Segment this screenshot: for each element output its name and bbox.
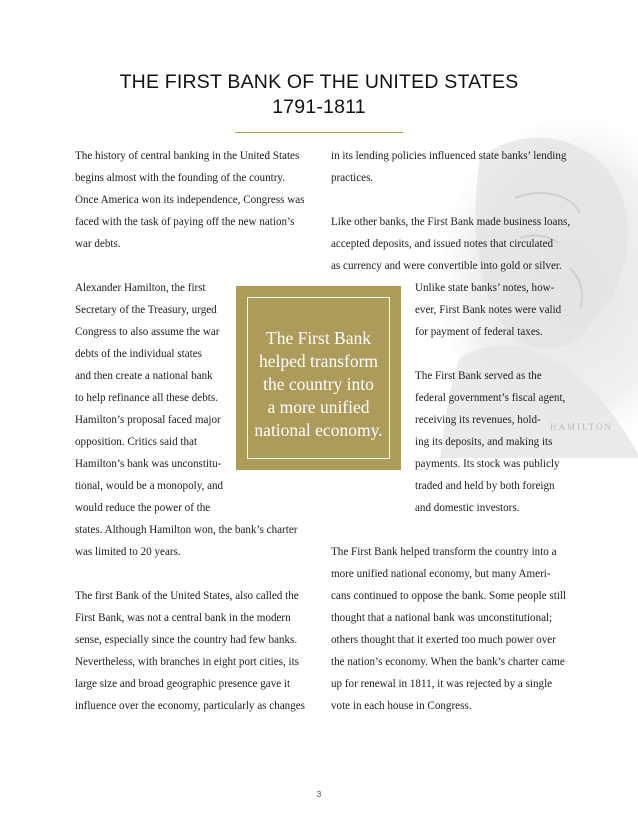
text-line: large size and broad geographic presence gave it: [75, 678, 291, 690]
text-line: opposition. Critics said that: [75, 436, 198, 448]
text-line: Once America won its independence, Congress was: [75, 194, 305, 206]
text-line: Hamilton’s bank was unconstitu-: [75, 458, 222, 470]
text-line: war debts.: [75, 238, 121, 250]
text-line: federal government’s fiscal agent,: [415, 392, 566, 404]
text-line: Alexander Hamilton, the first: [75, 282, 206, 294]
page-subtitle-years: 1791-1811: [272, 96, 366, 118]
paragraph-gap: [331, 189, 563, 211]
text-line: more unified national economy, but many Ameri-: [331, 568, 551, 580]
text-line: ing its deposits, and making its: [415, 436, 553, 448]
paragraph-gap: [75, 255, 315, 277]
text-line: would reduce the power of the: [75, 502, 211, 514]
text-line: The history of central banking in the United States: [75, 150, 300, 162]
text-line: up for renewal in 1811, it was rejected by a single: [331, 678, 553, 690]
page-title: THE FIRST BANK OF THE UNITED STATES: [119, 71, 519, 93]
text-line: others thought that it exerted too much power over: [331, 634, 556, 646]
text-line: thought that a national bank was unconstitutional;: [331, 612, 553, 624]
paragraph-gap: [75, 563, 315, 585]
pull-quote-line: The First Bank: [266, 328, 371, 348]
text-line: and then create a national bank: [75, 370, 213, 382]
text-line: tional, would be a monopoly, and: [75, 480, 224, 492]
paragraph-gap: [331, 519, 563, 541]
text-line: Like other banks, the First Bank made business loans,: [331, 216, 571, 228]
pull-quote-line: national economy.: [254, 420, 383, 440]
text-line: practices.: [331, 172, 374, 184]
pull-quote-line: the country into: [263, 374, 374, 394]
title-divider: [235, 132, 403, 133]
text-line: vote in each house in Congress.: [331, 700, 472, 712]
pull-quote-box: [236, 286, 401, 470]
text-line: influence over the economy, particularly as changes: [75, 700, 305, 712]
text-line: ever, First Bank notes were valid: [415, 304, 562, 316]
text-line: faced with the task of paying off the new nation’s: [75, 216, 295, 228]
text-line: Congress to also assume the war: [75, 326, 220, 338]
text-line: was limited to 20 years.: [75, 546, 181, 558]
paragraph: [331, 145, 567, 189]
pull-quote-text: [236, 327, 401, 442]
text-line: The first Bank of the United States, also called the: [75, 590, 299, 602]
text-line: accepted deposits, and issued notes that circulated: [331, 238, 554, 250]
text-line: sense, especially since the country had few banks.: [75, 634, 298, 646]
text-line: states. Although Hamilton won, the bank’s charter: [75, 524, 298, 536]
text-line: The First Bank helped transform the country into a: [331, 546, 557, 558]
text-line: The First Bank served as the: [415, 370, 542, 382]
text-line: receiving its revenues, hold-: [415, 414, 541, 426]
portrait-caption: HAMILTON: [550, 422, 614, 432]
text-line: in its lending policies influenced state banks’ lending: [331, 150, 567, 162]
paragraph: [75, 145, 315, 255]
text-line: cans continued to oppose the bank. Some people still: [331, 590, 567, 602]
text-line: Nevertheless, with branches in eight port cities, its: [75, 656, 299, 668]
text-line: First Bank, was not a central bank in the modern: [75, 612, 291, 624]
pull-quote-line: a more unified: [267, 397, 370, 417]
text-line: payments. Its stock was publicly: [415, 458, 560, 470]
text-line: Unlike state banks’ notes, how-: [415, 282, 555, 294]
text-line: to help refinance all these debts.: [75, 392, 218, 404]
text-line: as currency and were convertible into gold or silver.: [331, 260, 562, 272]
text-line: and domestic investors.: [415, 502, 520, 514]
text-line: begins almost with the founding of the country.: [75, 172, 286, 184]
text-line: the nation’s economy. When the bank’s charter came: [331, 656, 565, 668]
pull-quote-line: helped transform: [258, 351, 379, 371]
text-line: Hamilton’s proposal faced major: [75, 414, 221, 426]
text-line: for payment of federal taxes.: [415, 326, 543, 338]
paragraph: [75, 585, 315, 717]
page-number: 3: [316, 790, 322, 799]
paragraph: [331, 541, 567, 717]
text-line: debts of the individual states: [75, 348, 202, 360]
text-line: Secretary of the Treasury, urged: [75, 304, 217, 316]
text-line: traded and held by both foreign: [415, 480, 555, 492]
